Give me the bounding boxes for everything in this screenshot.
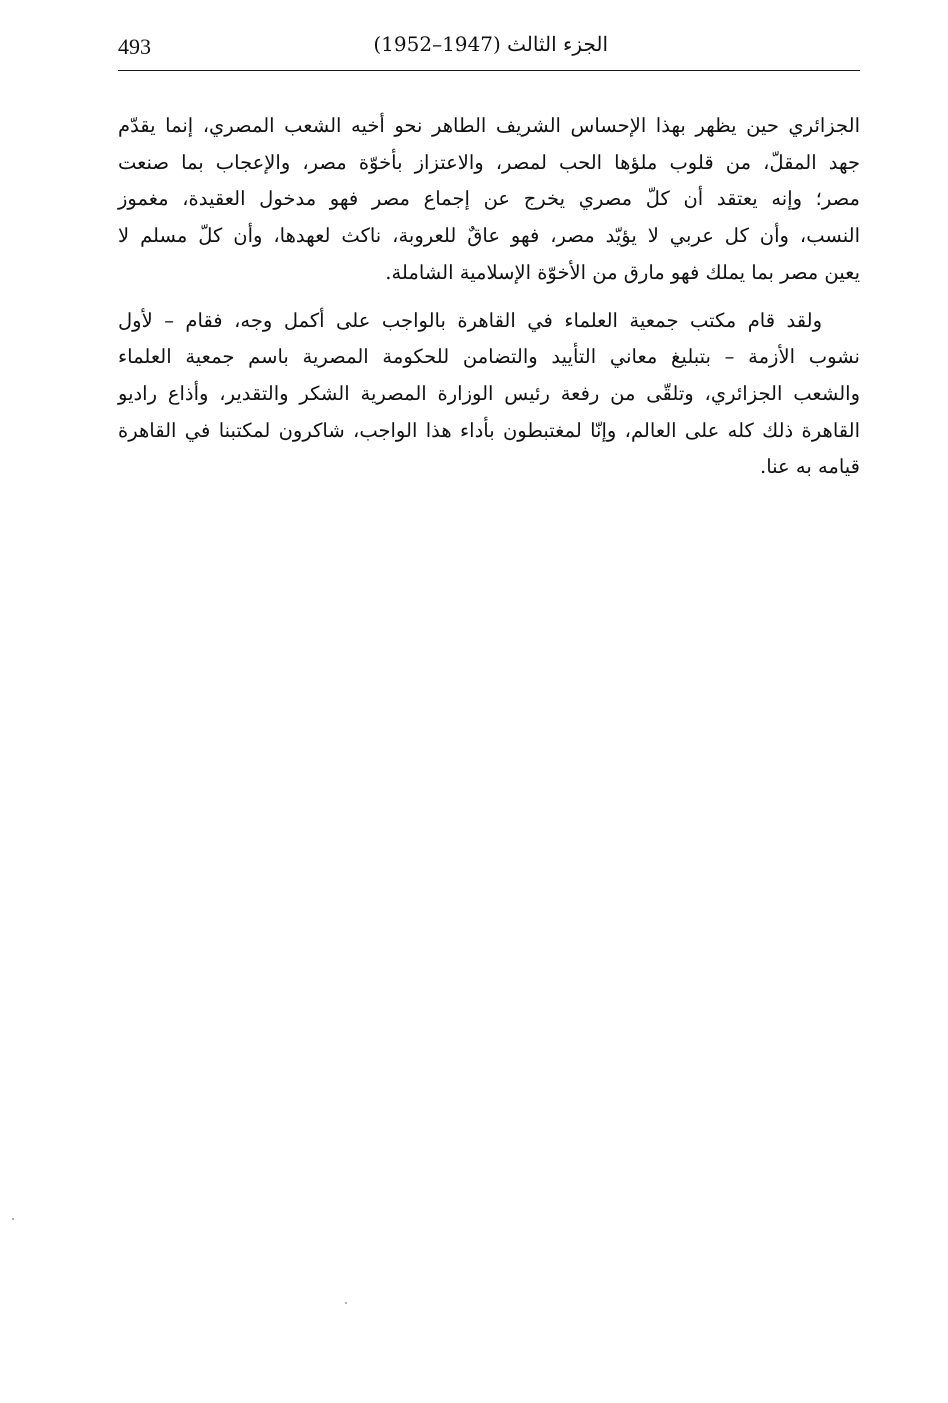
text-line: نشوب الأزمة – بتبليغ معاني التأييد والتضامن للحكومة المصرية باسم جمعية العلماء [118, 345, 860, 369]
text-line: الجزائري حين يظهر بهذا الإحساس الشريف الطاهر نحو أخيه الشعب المصري، إنما يقدّم [118, 114, 860, 137]
running-header [118, 30, 860, 70]
header-rule [118, 70, 860, 71]
text-line: مصر؛ وإنه يعتقد أن كلّ مصري يخرج عن إجماع مصر فهو مدخول العقيدة، مغموز [118, 187, 860, 211]
text-line: يعين مصر بما يملك فهو مارق من الأخوّة الإسلامية الشاملة. [385, 260, 860, 284]
running-title: الجزء الثالث (1947–1952) [373, 32, 608, 56]
paragraph-2 [118, 303, 860, 487]
text-line: النسب، وأن كل عربي لا يؤيّد مصر، فهو عاقٌ للعروبة، ناكث لعهدها، وأن كلّ مسلم لا [118, 224, 860, 248]
text-line: والشعب الجزائري، وتلقّى من رفعة رئيس الوزارة المصرية الشكر والتقدير، وأذاع راديو [118, 381, 860, 405]
scan-speck [12, 1218, 14, 1220]
text-line: القاهرة ذلك كله على العالم، وإنّا لمغتبطون بأداء هذا الواجب، شاكرون لمكتبنا في القاهرة [118, 418, 860, 442]
text-line: جهد المقلّ، من قلوب ملؤها الحب لمصر، والاعتزاز بأخوّة مصر، والإعجاب بما صنعت [118, 150, 860, 174]
text-line: قيامه به عنا. [760, 455, 860, 479]
page-number: 493 [118, 34, 151, 59]
text-line: ولقد قام مكتب جمعية العلماء في القاهرة بالواجب على أكمل وجه، فقام – لأول [118, 308, 822, 332]
scan-speck [345, 1302, 347, 1304]
body-text [118, 108, 860, 486]
paragraph-1 [118, 108, 860, 292]
